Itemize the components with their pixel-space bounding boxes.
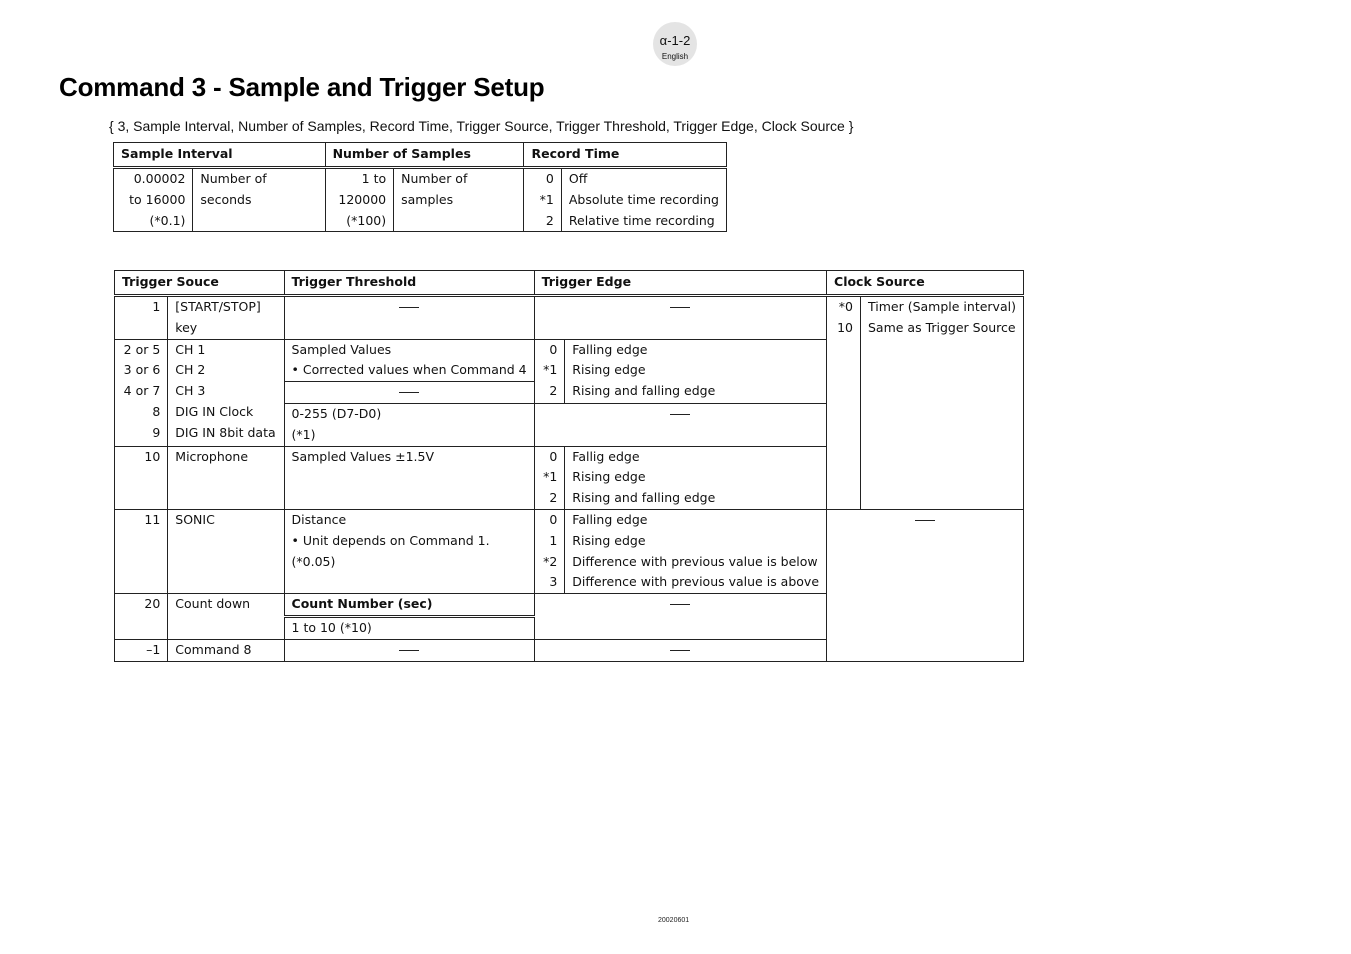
cell-line: Rising edge (572, 469, 646, 485)
cell-line: DIG IN Clock (175, 403, 254, 419)
edge-none (534, 403, 826, 446)
cell-line: • Unit depends on Command 1. (291, 532, 490, 548)
header-sample-interval: Sample Interval (114, 143, 326, 168)
cell-line: 0 (549, 511, 558, 527)
edge-codes (534, 446, 565, 509)
trigger-code: 20 (115, 594, 168, 640)
record-time-descs (561, 168, 726, 232)
page-number: α-1-2 (659, 33, 691, 48)
cell-line: 9 (152, 424, 161, 440)
page-number-badge (653, 22, 697, 66)
cell-line: CH 2 (175, 362, 206, 378)
table-row (115, 296, 1024, 340)
table-row (114, 168, 727, 232)
trigger-code: 11 (115, 509, 168, 593)
table-row (115, 509, 1024, 593)
cell-line: Rising edge (572, 362, 646, 378)
edge-none (534, 296, 826, 340)
cell-line: 0 (549, 341, 558, 357)
dash-mark (670, 307, 690, 308)
cell-line: 3 (549, 574, 558, 590)
cell-line: Falling edge (572, 511, 648, 527)
cell-line: Absolute time recording (568, 191, 719, 207)
cell-line: Same as Trigger Source (868, 319, 1016, 335)
clock-source-codes (827, 296, 861, 510)
clock-source-descs (861, 296, 1024, 510)
threshold-dig-range (284, 403, 534, 446)
trigger-name: [START/STOP] key (168, 296, 284, 340)
cell-line: (*0.05) (291, 553, 336, 569)
cell-line: Rising edge (572, 532, 646, 548)
edge-codes (534, 509, 565, 593)
page-title: Command 3 - Sample and Trigger Setup (59, 72, 545, 102)
edge-codes (534, 339, 565, 403)
cell-line: Sampled Values (291, 341, 392, 357)
header-trigger-edge: Trigger Edge (534, 271, 826, 296)
cell-line: 10 (837, 319, 853, 335)
cell-line: 0 (545, 171, 554, 186)
header-record-time: Record Time (524, 143, 727, 168)
cell-line: 0 (549, 448, 558, 464)
threshold-sonic (284, 509, 534, 593)
cell-line: *0 (838, 299, 853, 314)
trigger-code: 1 (115, 296, 168, 340)
trigger-name: Command 8 (168, 639, 284, 661)
trigger-name: SONIC (168, 509, 284, 593)
edge-none (534, 594, 826, 640)
cell-line: Off (568, 171, 588, 186)
cell-line: • Corrected values when Command 4 (291, 362, 527, 378)
sample-setup-table (113, 142, 727, 232)
cell-line: 2 or 5 (123, 341, 161, 357)
threshold-microphone: Sampled Values ±1.5V (284, 446, 534, 509)
cell-line: *2 (543, 553, 558, 569)
cell-line: *1 (543, 362, 558, 378)
cell-line: DIG IN 8bit data (175, 424, 276, 440)
trigger-name: Microphone (168, 446, 284, 509)
number-of-samples-value (325, 168, 394, 232)
language-label: English (661, 52, 689, 61)
header-trigger-threshold: Trigger Threshold (284, 271, 534, 296)
trigger-code (115, 339, 168, 446)
dash-mark (670, 650, 690, 651)
dash-mark (670, 414, 690, 415)
threshold-sampled (284, 339, 534, 382)
edge-none (534, 639, 826, 661)
number-of-samples-desc: Number of samples (394, 168, 524, 232)
cell-line: Distance (291, 511, 347, 527)
cell-line: (*100) (346, 212, 387, 228)
cell-line: 120000 (338, 191, 387, 207)
threshold-none (284, 296, 534, 340)
cell-line: 3 or 6 (123, 362, 161, 378)
cell-line: 8 (152, 403, 161, 419)
cell-line: Timer (Sample interval) (868, 299, 1016, 314)
cell-line: (*0.1) (149, 212, 186, 228)
edge-descs (565, 339, 827, 403)
threshold-none (284, 382, 534, 404)
cell-line: *1 (539, 191, 554, 207)
cell-line: CH 1 (175, 341, 206, 357)
trigger-name (168, 339, 284, 446)
trigger-code: 10 (115, 446, 168, 509)
document-code: 20020601 (658, 917, 690, 924)
edge-descs (565, 509, 827, 593)
cell-line: (*1) (291, 426, 316, 442)
cell-line: 2 (549, 383, 558, 399)
count-number-value: 1 to 10 (*10) (284, 616, 534, 639)
record-time-codes (524, 168, 561, 232)
trigger-code: –1 (115, 639, 168, 661)
cell-line: *1 (543, 469, 558, 485)
cell-line: Difference with previous value is above (572, 574, 820, 590)
cell-line: Falling edge (572, 341, 648, 357)
cell-line: 0-255 (D7-D0) (291, 405, 382, 421)
cell-line: Relative time recording (568, 212, 715, 228)
cell-line: Rising and falling edge (572, 490, 716, 506)
threshold-none (284, 639, 534, 661)
dash-mark (915, 520, 935, 521)
cell-line: Difference with previous value is below (572, 553, 818, 569)
clock-source-none (827, 509, 1024, 661)
trigger-name: Count down (168, 594, 284, 640)
count-number-header: Count Number (sec) (284, 594, 534, 617)
cell-line: 2 (549, 490, 558, 506)
dash-mark (399, 650, 419, 651)
cell-line: CH 3 (175, 383, 206, 399)
cell-line: 1 (549, 532, 558, 548)
header-trigger-source: Trigger Souce (115, 271, 285, 296)
cell-line: 4 or 7 (123, 383, 161, 399)
sample-interval-desc: Number of seconds (193, 168, 325, 232)
header-number-of-samples: Number of Samples (325, 143, 524, 168)
trigger-setup-table (114, 270, 1024, 662)
sample-interval-value (114, 168, 193, 232)
dash-mark (399, 307, 419, 308)
cell-line: 0.00002 (133, 171, 186, 186)
cell-line: 1 to (361, 171, 387, 186)
cell-line: 2 (545, 212, 554, 228)
header-clock-source: Clock Source (827, 271, 1024, 296)
table-header-row (115, 271, 1024, 296)
cell-line: Fallig edge (572, 448, 640, 464)
dash-mark (399, 392, 419, 393)
cell-line: Rising and falling edge (572, 383, 716, 399)
command-syntax: { 3, Sample Interval, Number of Samples, Record Time, Trigger Source, Trigger Threshold, Trigger Edge, Clock Source } (109, 118, 854, 134)
edge-descs (565, 446, 827, 509)
table-header-row (114, 143, 727, 168)
dash-mark (670, 604, 690, 605)
cell-line: to 16000 (129, 191, 186, 207)
